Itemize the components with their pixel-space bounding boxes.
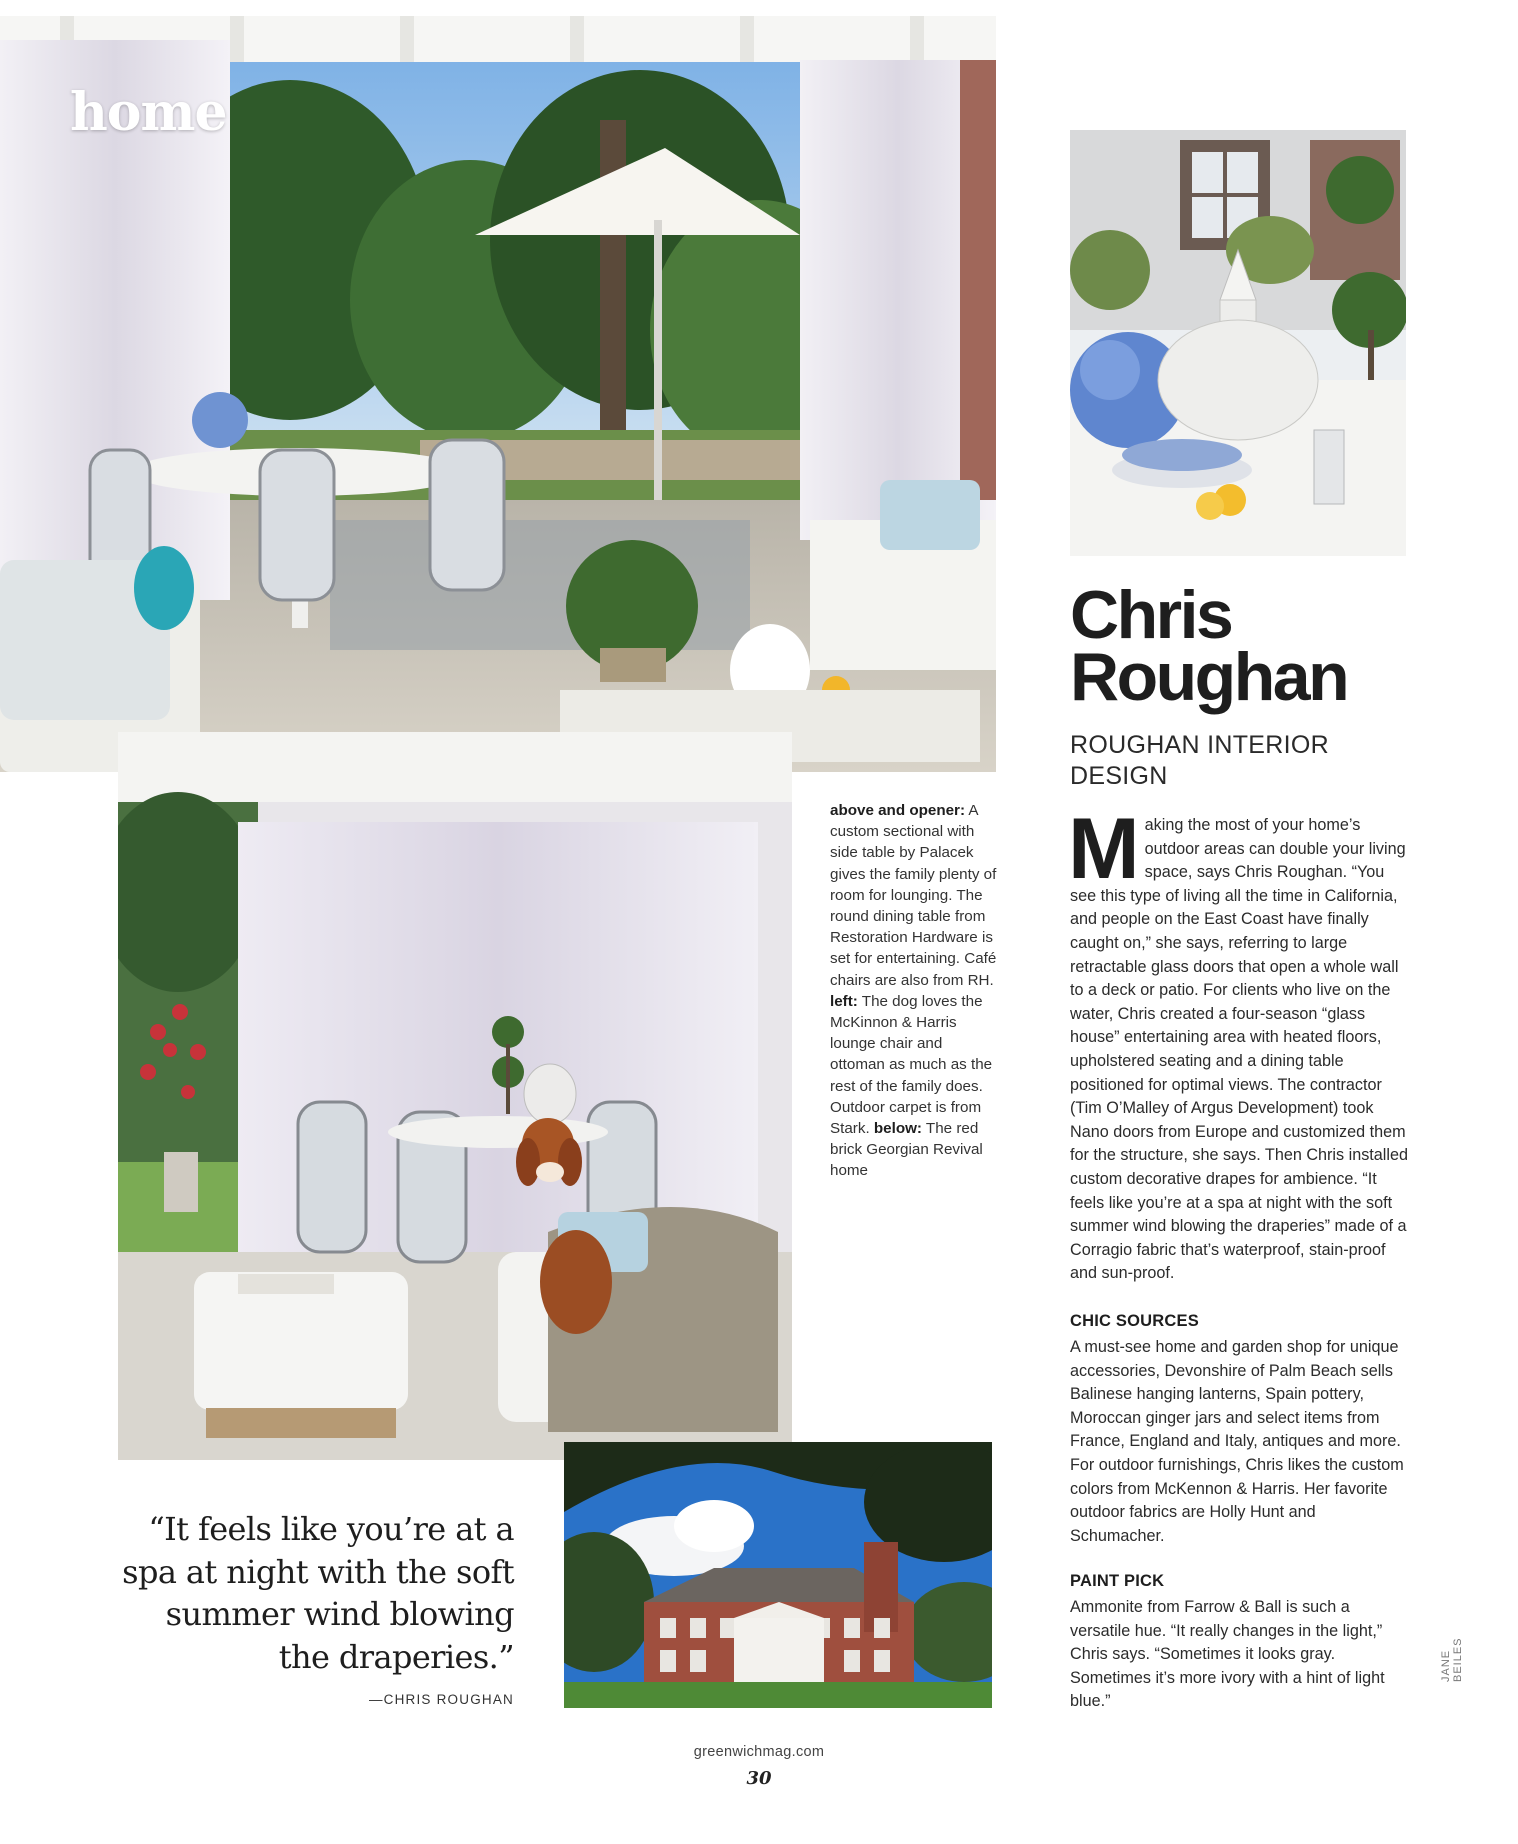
caption-text-above: A custom sectional with side table by Palacek gives the family plenty of room for lounging. The round dining table from Restoration Hardware is set for entertaining. Café chairs are also from RH. <box>830 802 997 989</box>
article-intro <box>1068 801 1410 1286</box>
caption-text-below: The red brick Georgian Revival home <box>830 1120 983 1180</box>
photo-caption <box>830 800 1000 1182</box>
designer-first-name: Chris <box>1070 577 1232 653</box>
page-number: 30 <box>746 1768 772 1789</box>
hero-patio-photo <box>0 0 996 772</box>
firm-line-1: ROUGHAN INTERIOR <box>1070 731 1329 759</box>
caption-label-below: below: <box>873 1120 922 1138</box>
caption-label-above: above and opener: <box>830 802 966 819</box>
chic-sources-text: A must-see home and garden shop for unique accessories, Devonshire of Palm Beach sells Balinese hanging lanterns, Spain pottery, Moroccan ginger jars and select items from France, England and Italy, antiques and more. For outdoor furnishings, Chris likes the custom colors from McKennon & Harris. Her favorite outdoor fabrics are Holly Hunt and Schumacher. <box>1070 1338 1404 1545</box>
section-tag: home <box>70 82 227 143</box>
caption-label-left: left: <box>830 992 858 1010</box>
dog-lounge-photo <box>118 732 792 1460</box>
drop-cap: M <box>1068 801 1140 897</box>
paint-pick-text: Ammonite from Farrow & Ball is such a versatile hue. “It really changes in the light,” Chris says. “Sometimes it looks gray. Sometimes it’s more ivory with a hint of light blue.” <box>1070 1598 1385 1711</box>
house-exterior-photo <box>564 1442 992 1708</box>
firm-line-2: DESIGN <box>1070 762 1168 790</box>
caption-text-left: The dog loves the McKinnon & Harris lounge chair and ottoman as much as the rest of the family does. Outdoor carpet is from Stark. <box>830 992 993 1138</box>
firm-name <box>1070 730 1400 792</box>
quote-attribution: —CHRIS ROUGHAN <box>368 1692 514 1707</box>
pull-quote: “It feels like you’re at a spa at night with the soft summer wind blowing the draperies.” <box>122 1510 514 1676</box>
article-intro-text: aking the most of your home’s outdoor areas can double your living space, says Chris Roughan. “You see this type of living all the time in California, and people on the East Coast have finally caught on,” she says, referring to large retractable glass doors that open a whole wall to a deck or patio. For clients who live on the water, Chris created a four-season “glass house” entertaining area with heated floors, upholstered seating and a dining table positioned for optimal views. The contractor (Tim O’Malley of Argus Development) took Nano doors from Europe and customized them for the structure, she says. Then Chris installed custom decorative drapes for ambience. “It feels like you’re at a spa at night with the soft summer wind blowing the draperies” made of a Corragio fabric that’s waterproof, stain-proof and sun-proof. <box>1070 816 1408 1283</box>
footer-website: greenwichmag.com <box>693 1744 825 1760</box>
photo-credit: JANE BEILES <box>1440 1637 1464 1682</box>
chic-sources-heading: CHIC SOURCES <box>1070 1312 1199 1330</box>
paint-pick-heading: PAINT PICK <box>1070 1572 1165 1590</box>
designer-name <box>1070 577 1450 715</box>
designer-last-name: Roughan <box>1070 639 1348 715</box>
tablescape-photo <box>1070 130 1406 556</box>
